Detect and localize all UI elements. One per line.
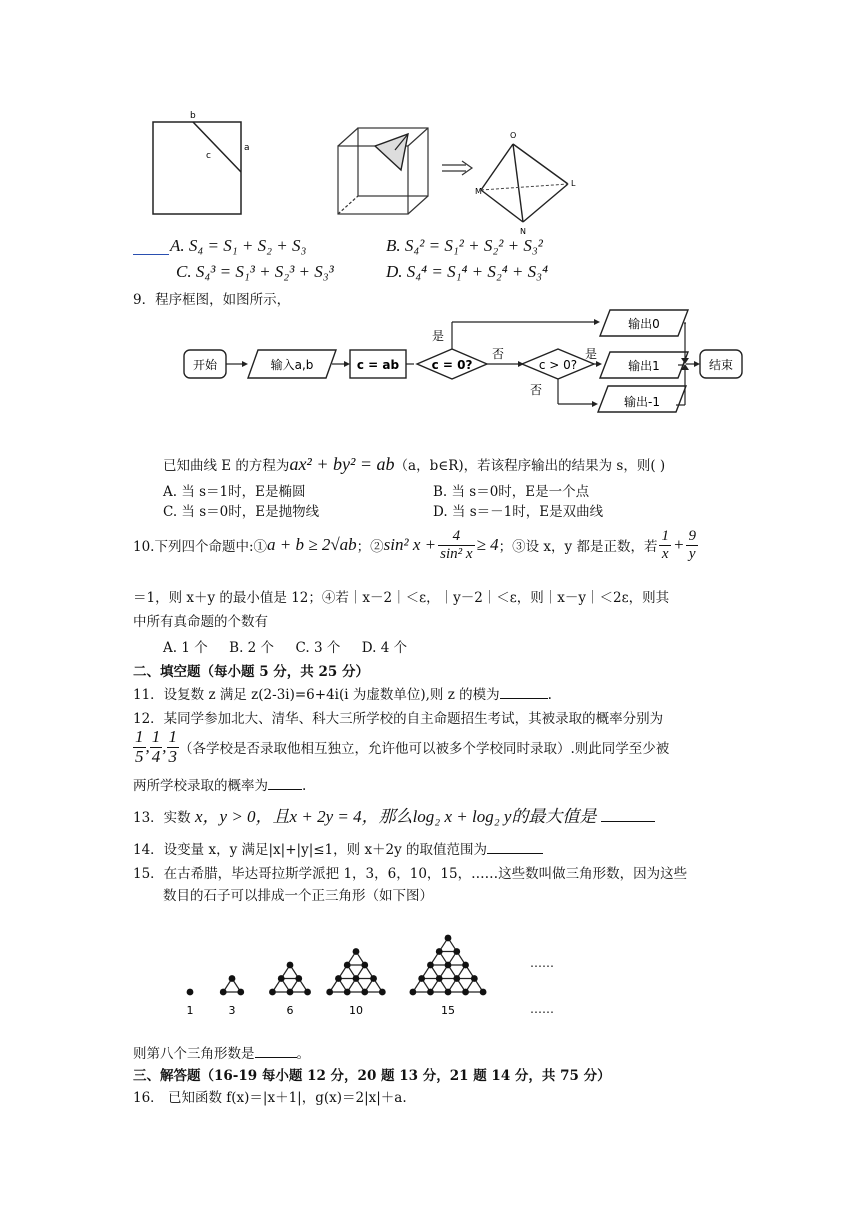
triangle-numbers-figure (180, 908, 580, 1020)
triangle-stone (445, 989, 452, 996)
triangle-stone (462, 962, 469, 969)
q12-line2-text: （各学校是否录取他相互独立，允许他可以被多个学校同时录取）.则此同学至少被 (179, 741, 670, 758)
triangle-stone (453, 975, 460, 982)
triangle-stone (353, 948, 360, 955)
triangle-stone (220, 989, 227, 996)
triangle-stone (287, 962, 294, 969)
triangle-stone (453, 948, 460, 955)
q9-text (163, 454, 665, 475)
q12-line2: $\frac{1}{5}$ , $\frac{1}{4}$ , $\frac{1}{3}$ （各学校是否录取他相互独立，允许他可以被多个学校同时录取）.则此同学至少被 (135, 727, 670, 766)
triangle-stone (237, 989, 244, 996)
triangle-stone (379, 989, 386, 996)
q12-frac-3: $\frac{1}{3}$ (168, 727, 177, 766)
flow-out0: 输出0 (628, 317, 660, 331)
q10-prefix: 10.下列四个命题中:① (133, 539, 268, 555)
triangle-stone (295, 975, 302, 982)
q9-equation: ax² + by² = ab (289, 454, 395, 474)
triangle-stone (480, 989, 487, 996)
triangle-stone (269, 989, 276, 996)
q12-frac-1: $\frac{1}{5}$ (135, 727, 144, 766)
flow-out1: 输出1 (628, 359, 660, 373)
q10-p3: ；③设 x，y 都是正数，若 (498, 539, 658, 555)
dots-bottom: …… (530, 1002, 554, 1016)
flow-yes-2: 是 (585, 347, 598, 361)
triangle-number-label: 1 (186, 1004, 194, 1017)
q13 (133, 802, 655, 827)
q10-line3: 中所有真命题的个数有 (133, 614, 268, 630)
q9-option-a: A. 当 s＝1时，E是椭圆 (163, 484, 306, 500)
q9-stem: 9．程序框图，如图所示， (133, 292, 291, 308)
triangle-number-label: 10 (349, 1004, 363, 1017)
triangle-stone (445, 935, 452, 942)
flow-cond2: c > 0? (538, 358, 578, 372)
q10-frac-4: $\frac{4}{\text{sin² x}}$ (440, 528, 473, 562)
q9-text-pre: 已知曲线 E 的方程为 (163, 458, 290, 474)
q12-line1: 12．某同学参加北大、清华、科大三所学校的自主命题招生考试，其被录取的概率分别为 (133, 711, 664, 727)
triangle-stone (304, 989, 311, 996)
q9-option-d: D. 当 s＝－1时，E是双曲线 (433, 504, 604, 520)
q12-line3 (133, 774, 306, 794)
q10-options: A. 1 个 B. 2 个 C. 3 个 D. 4 个 (163, 640, 408, 656)
q10-sep1: ；② (356, 539, 384, 555)
section2-heading: 二、填空题（每小题 5 分，共 25 分） (133, 664, 369, 680)
q10-p2a: sin² x + (383, 535, 437, 554)
q10-frac-1x: $\frac{1}{x}$ (661, 528, 669, 562)
q11-blank[interactable] (500, 698, 548, 699)
triangle-stone (344, 962, 351, 969)
label-b: b (190, 111, 196, 121)
triangle-number-label: 6 (286, 1004, 294, 1017)
triangle-stone (326, 989, 333, 996)
q9-option-c: C. 当 s＝0时，E是抛物线 (163, 504, 320, 520)
q11-end: . (547, 687, 552, 703)
q12-frac-2: $\frac{1}{4}$ (151, 727, 161, 766)
section3-heading: 三、解答题（16-19 每小题 12 分，20 题 13 分，21 题 14 分，共 75 分） (133, 1068, 611, 1084)
q8-option-a: A. S₄ = S₁ + S₂ + S₃ (170, 236, 307, 255)
cube-figure (333, 124, 433, 218)
flow-yes-1: 是 (432, 329, 445, 343)
flowchart (180, 306, 780, 414)
q13-math: x，y > 0，且x + 2y = 4，那么log₂ x + log₂ y的最大值是 (194, 807, 597, 826)
q15-answer-end: 。 (296, 1046, 310, 1062)
label-c: c (206, 151, 211, 161)
label-l: L (571, 179, 576, 188)
arrow-figure (440, 160, 474, 176)
triangle-number-label: 3 (228, 1004, 236, 1017)
triangle-stone (410, 989, 417, 996)
q8-option-d: D. S₄⁴ = S₁⁴ + S₂⁴ + S₃⁴ (386, 262, 548, 281)
q16: 16． 已知函数 f(x)＝|x＋1|，g(x)＝2|x|＋a. (133, 1090, 407, 1106)
q14-blank[interactable] (487, 853, 543, 854)
triangle-stone (418, 975, 425, 982)
q12-end: . (302, 778, 307, 794)
q10-p2b: ≥ 4 (476, 535, 499, 554)
q9-text-post: （a，b∈R)，若该程序输出的结果为 s，则( ) (394, 458, 666, 474)
q8-option-c: C. S₄³ = S₁³ + S₂³ + S₃³ (176, 262, 334, 281)
triangle-stone (344, 989, 351, 996)
q10-plus: + (672, 535, 685, 554)
q12-blank[interactable] (268, 789, 302, 790)
label-m: M (475, 187, 482, 196)
triangle-stone (353, 975, 360, 982)
flow-end: 结束 (708, 358, 734, 372)
triangle-number-label: 15 (441, 1004, 455, 1017)
triangle-stone (278, 975, 285, 982)
q15-line1: 15．在古希腊，毕达哥拉斯学派把 1，3，6，10，15，……这些数叫做三角形数，因为这些 (133, 866, 688, 882)
triangle-stone (436, 948, 443, 955)
flow-outm1: 输出-1 (624, 395, 660, 409)
q10-frac-9y: $\frac{9}{y}$ (688, 528, 696, 562)
label-o: O (510, 131, 517, 140)
q13-blank[interactable] (601, 821, 655, 822)
q8-blank[interactable] (133, 254, 169, 255)
q12-line3-text: 两所学校录取的概率为 (133, 778, 268, 794)
triangle-stone (436, 975, 443, 982)
label-n: N (520, 227, 526, 236)
q11 (133, 683, 552, 703)
triangle-stone (427, 962, 434, 969)
triangle-stone (445, 962, 452, 969)
q8-option-b: B. S₄² = S₁² + S₂² + S₃² (386, 236, 543, 255)
flow-no-2: 否 (530, 383, 543, 397)
triangle-stone (187, 989, 194, 996)
q15-answer-text: 则第八个三角形数是 (133, 1046, 255, 1062)
triangle-stone (370, 975, 377, 982)
triangle-stone (287, 989, 294, 996)
triangle-stone (427, 989, 434, 996)
flow-start: 开始 (192, 358, 218, 372)
flow-cond1: c = 0? (431, 358, 473, 372)
triangle-stone (361, 989, 368, 996)
q13-prefix: 13．实数 (133, 810, 191, 826)
q11-text: 11．设复数 z 满足 z(2-3i)=6+4i(i 为虚数单位),则 z 的模为 (133, 687, 500, 703)
tetrahedron-figure (475, 128, 587, 236)
flow-assign: c = ab (356, 358, 400, 372)
q15-answer (133, 1042, 310, 1062)
q15-line2: 数目的石子可以排成一个正三角形（如下图） (163, 888, 433, 904)
triangle-stone (229, 975, 236, 982)
q14 (133, 838, 543, 858)
q10-line1 (133, 528, 700, 562)
triangle-stone (462, 989, 469, 996)
dots-top: …… (530, 956, 554, 970)
flow-no-1: 否 (492, 347, 505, 361)
triangle-stone (471, 975, 478, 982)
q9-option-b: B. 当 s＝0时，E是一个点 (433, 484, 590, 500)
square-figure (148, 108, 248, 220)
triangle-stone (361, 962, 368, 969)
q10-p1: a + b ≥ 2√ab (267, 535, 357, 554)
flow-input: 输入a,b (270, 358, 314, 372)
label-a: a (244, 143, 250, 153)
q15-blank[interactable] (255, 1057, 297, 1058)
q10-line2: ＝1，则 x＋y 的最小值是 12；④若｜x－2｜＜ε，｜y－2｜＜ε，则｜x－y｜＜2ε，则其 (133, 590, 670, 606)
q14-text: 14．设变量 x，y 满足|x|+|y|≤1，则 x＋2y 的取值范围为 (133, 842, 488, 858)
triangle-stone (335, 975, 342, 982)
